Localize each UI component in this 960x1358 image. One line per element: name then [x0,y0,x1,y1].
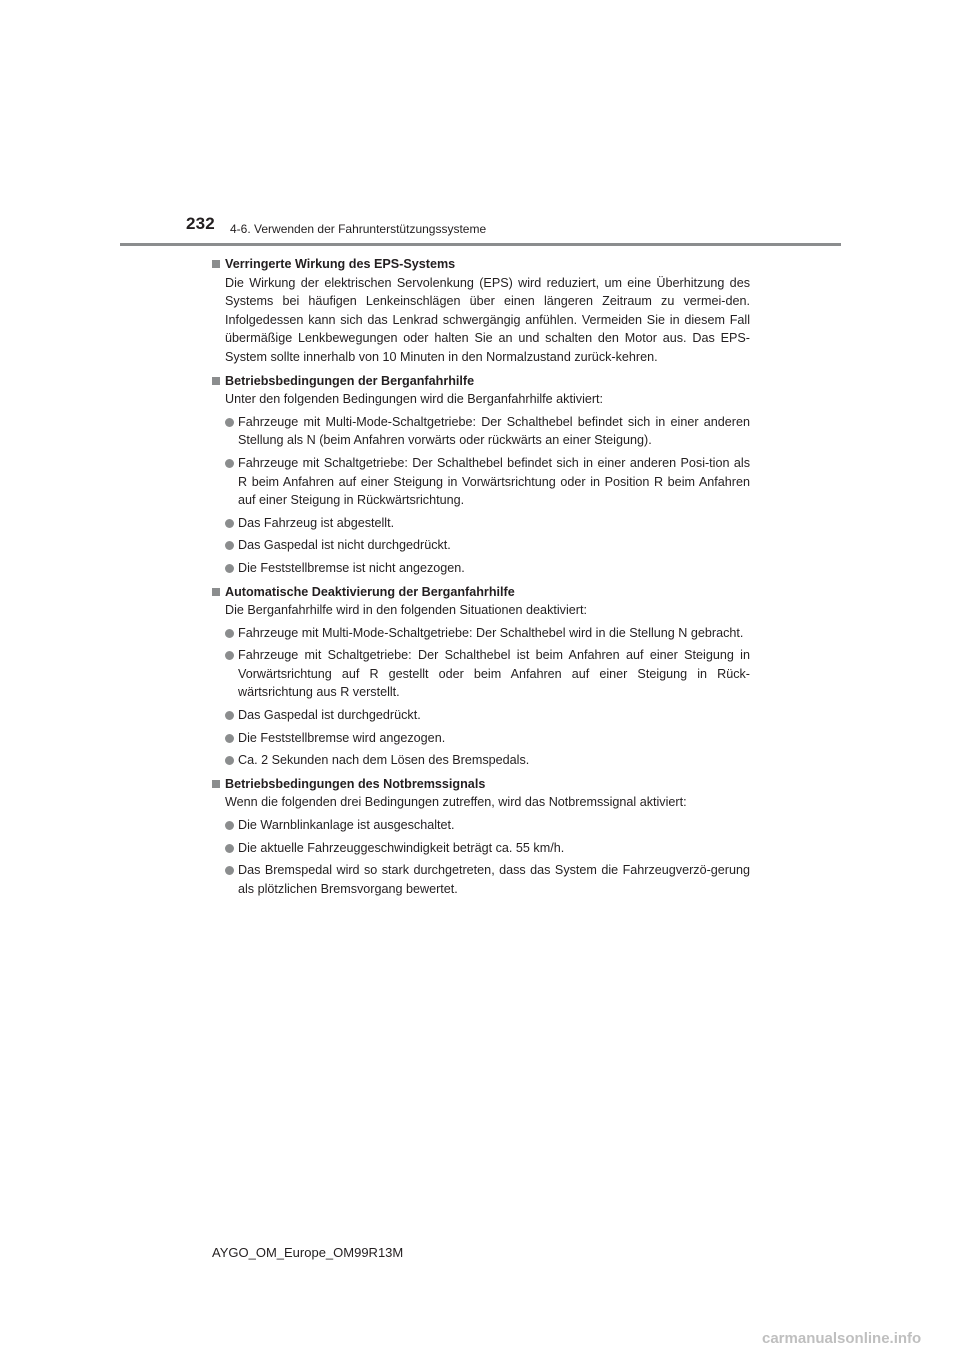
list-item-text: Das Fahrzeug ist abgestellt. [238,515,395,530]
list-item-text: Fahrzeuge mit Schaltgetriebe: Der Schalthebel befindet sich in einer anderen Posi-tion als R beim Anfahren auf einer Steigung in Vorwärtsrichtung oder in Position R beim Anfahren auf einer Steigung in Rückwärtsrichtung. [238,455,750,508]
header-divider [120,243,841,246]
section-heading-text: Betriebsbedingungen des Notbremssignals [225,776,486,791]
section-heading-text: Betriebsbedingungen der Berganfahrhilfe [225,373,475,388]
list-item-text: Das Gaspedal ist durchgedrückt. [238,708,421,723]
section-hill-start-conditions [212,372,750,578]
list-item [212,861,750,898]
list-item-text: Fahrzeuge mit Multi-Mode-Schaltgetriebe: Der Schalthebel befindet sich in einer anderen Stellung als N (beim Anfahren vorwärts oder rückwärts an einer Steigung). [238,414,750,448]
list-item-text: Die Feststellbremse ist nicht angezogen. [238,560,465,575]
square-bullet-icon [212,780,220,788]
circle-bullet-icon [225,541,234,550]
section-heading [212,372,750,391]
list-item-text: Die Feststellbremse wird angezogen. [238,730,446,745]
list-item [212,413,750,450]
circle-bullet-icon [225,734,234,743]
section-heading [212,775,750,794]
page-content [212,255,750,903]
section-heading-text: Automatische Deaktivierung der Berganfahrhilfe [225,584,515,599]
list-item-text: Fahrzeuge mit Multi-Mode-Schaltgetriebe: Der Schalthebel wird in die Stellung N gebracht. [238,625,744,640]
list-item [212,559,750,578]
section-hill-start-deactivation [212,583,750,770]
circle-bullet-icon [225,844,234,853]
list-item-text: Ca. 2 Sekunden nach dem Lösen des Bremspedals. [238,753,530,768]
section-eps [212,255,750,367]
list-item [212,816,750,835]
section-heading [212,583,750,602]
section-heading [212,255,750,274]
list-item-text: Das Bremspedal wird so stark durchgetreten, dass das System die Fahrzeugverzö-gerung als plötzlichen Bremsvorgang bewertet. [238,863,750,896]
circle-bullet-icon [225,866,234,875]
circle-bullet-icon [225,651,234,660]
square-bullet-icon [212,588,220,596]
square-bullet-icon [212,260,220,268]
list-item-text: Die aktuelle Fahrzeuggeschwindigkeit beträgt ca. 55 km/h. [238,840,565,855]
list-item-text: Fahrzeuge mit Schaltgetriebe: Der Schalthebel ist beim Anfahren auf einer Steigung in Vorwärtsrichtung auf R gestellt oder beim Anfahren auf einer Steigung in Rück-wärtsrichtung aus R verstellt. [238,648,750,700]
list-item [212,706,750,725]
chapter-title: 4-6. Verwenden der Fahrunterstützungssysteme [230,222,487,236]
section-paragraph: Die Berganfahrhilfe wird in den folgenden Situationen deaktiviert: [225,603,587,618]
list-item [212,514,750,533]
circle-bullet-icon [225,821,234,830]
list-item [212,751,750,770]
list-item [212,646,750,702]
circle-bullet-icon [225,564,234,573]
list-item-text: Die Warnblinkanlage ist ausgeschaltet. [238,818,455,833]
section-paragraph: Wenn die folgenden drei Bedingungen zutreffen, wird das Notbremssignal aktiviert: [225,795,687,810]
list-item-text: Das Gaspedal ist nicht durchgedrückt. [238,538,451,553]
circle-bullet-icon [225,711,234,720]
list-item [212,839,750,858]
page-number: 232 [186,214,215,233]
circle-bullet-icon [225,459,234,468]
section-emergency-brake-signal [212,775,750,899]
circle-bullet-icon [225,519,234,528]
list-item [212,729,750,748]
square-bullet-icon [212,377,220,385]
section-paragraph: Unter den folgenden Bedingungen wird die Berganfahrhilfe aktiviert: [225,392,604,407]
circle-bullet-icon [225,418,234,427]
section-paragraph: Die Wirkung der elektrischen Servolenkung (EPS) wird reduziert, um eine Überhitzung des Systems bei häufigen Lenkeinschlägen über einen längeren Zeitraum zu vermei-den. Infolgedessen kann sich das Lenkrad schwergängig anfühlen. Vermeiden Sie in diesem Fall übermäßige Lenkbewegungen oder halten Sie an und schalten den Motor aus. Das EPS-System sollte innerhalb von 10 Minuten in den Normalzustand zurück-kehren. [225,275,750,364]
section-heading-text: Verringerte Wirkung des EPS-Systems [225,257,456,271]
watermark-text: carmanualsonline.info [762,1330,922,1347]
list-item [212,536,750,555]
circle-bullet-icon [225,629,234,638]
document-code: AYGO_OM_Europe_OM99R13M [212,1245,404,1260]
list-item [212,624,750,643]
circle-bullet-icon [225,756,234,765]
list-item [212,454,750,510]
